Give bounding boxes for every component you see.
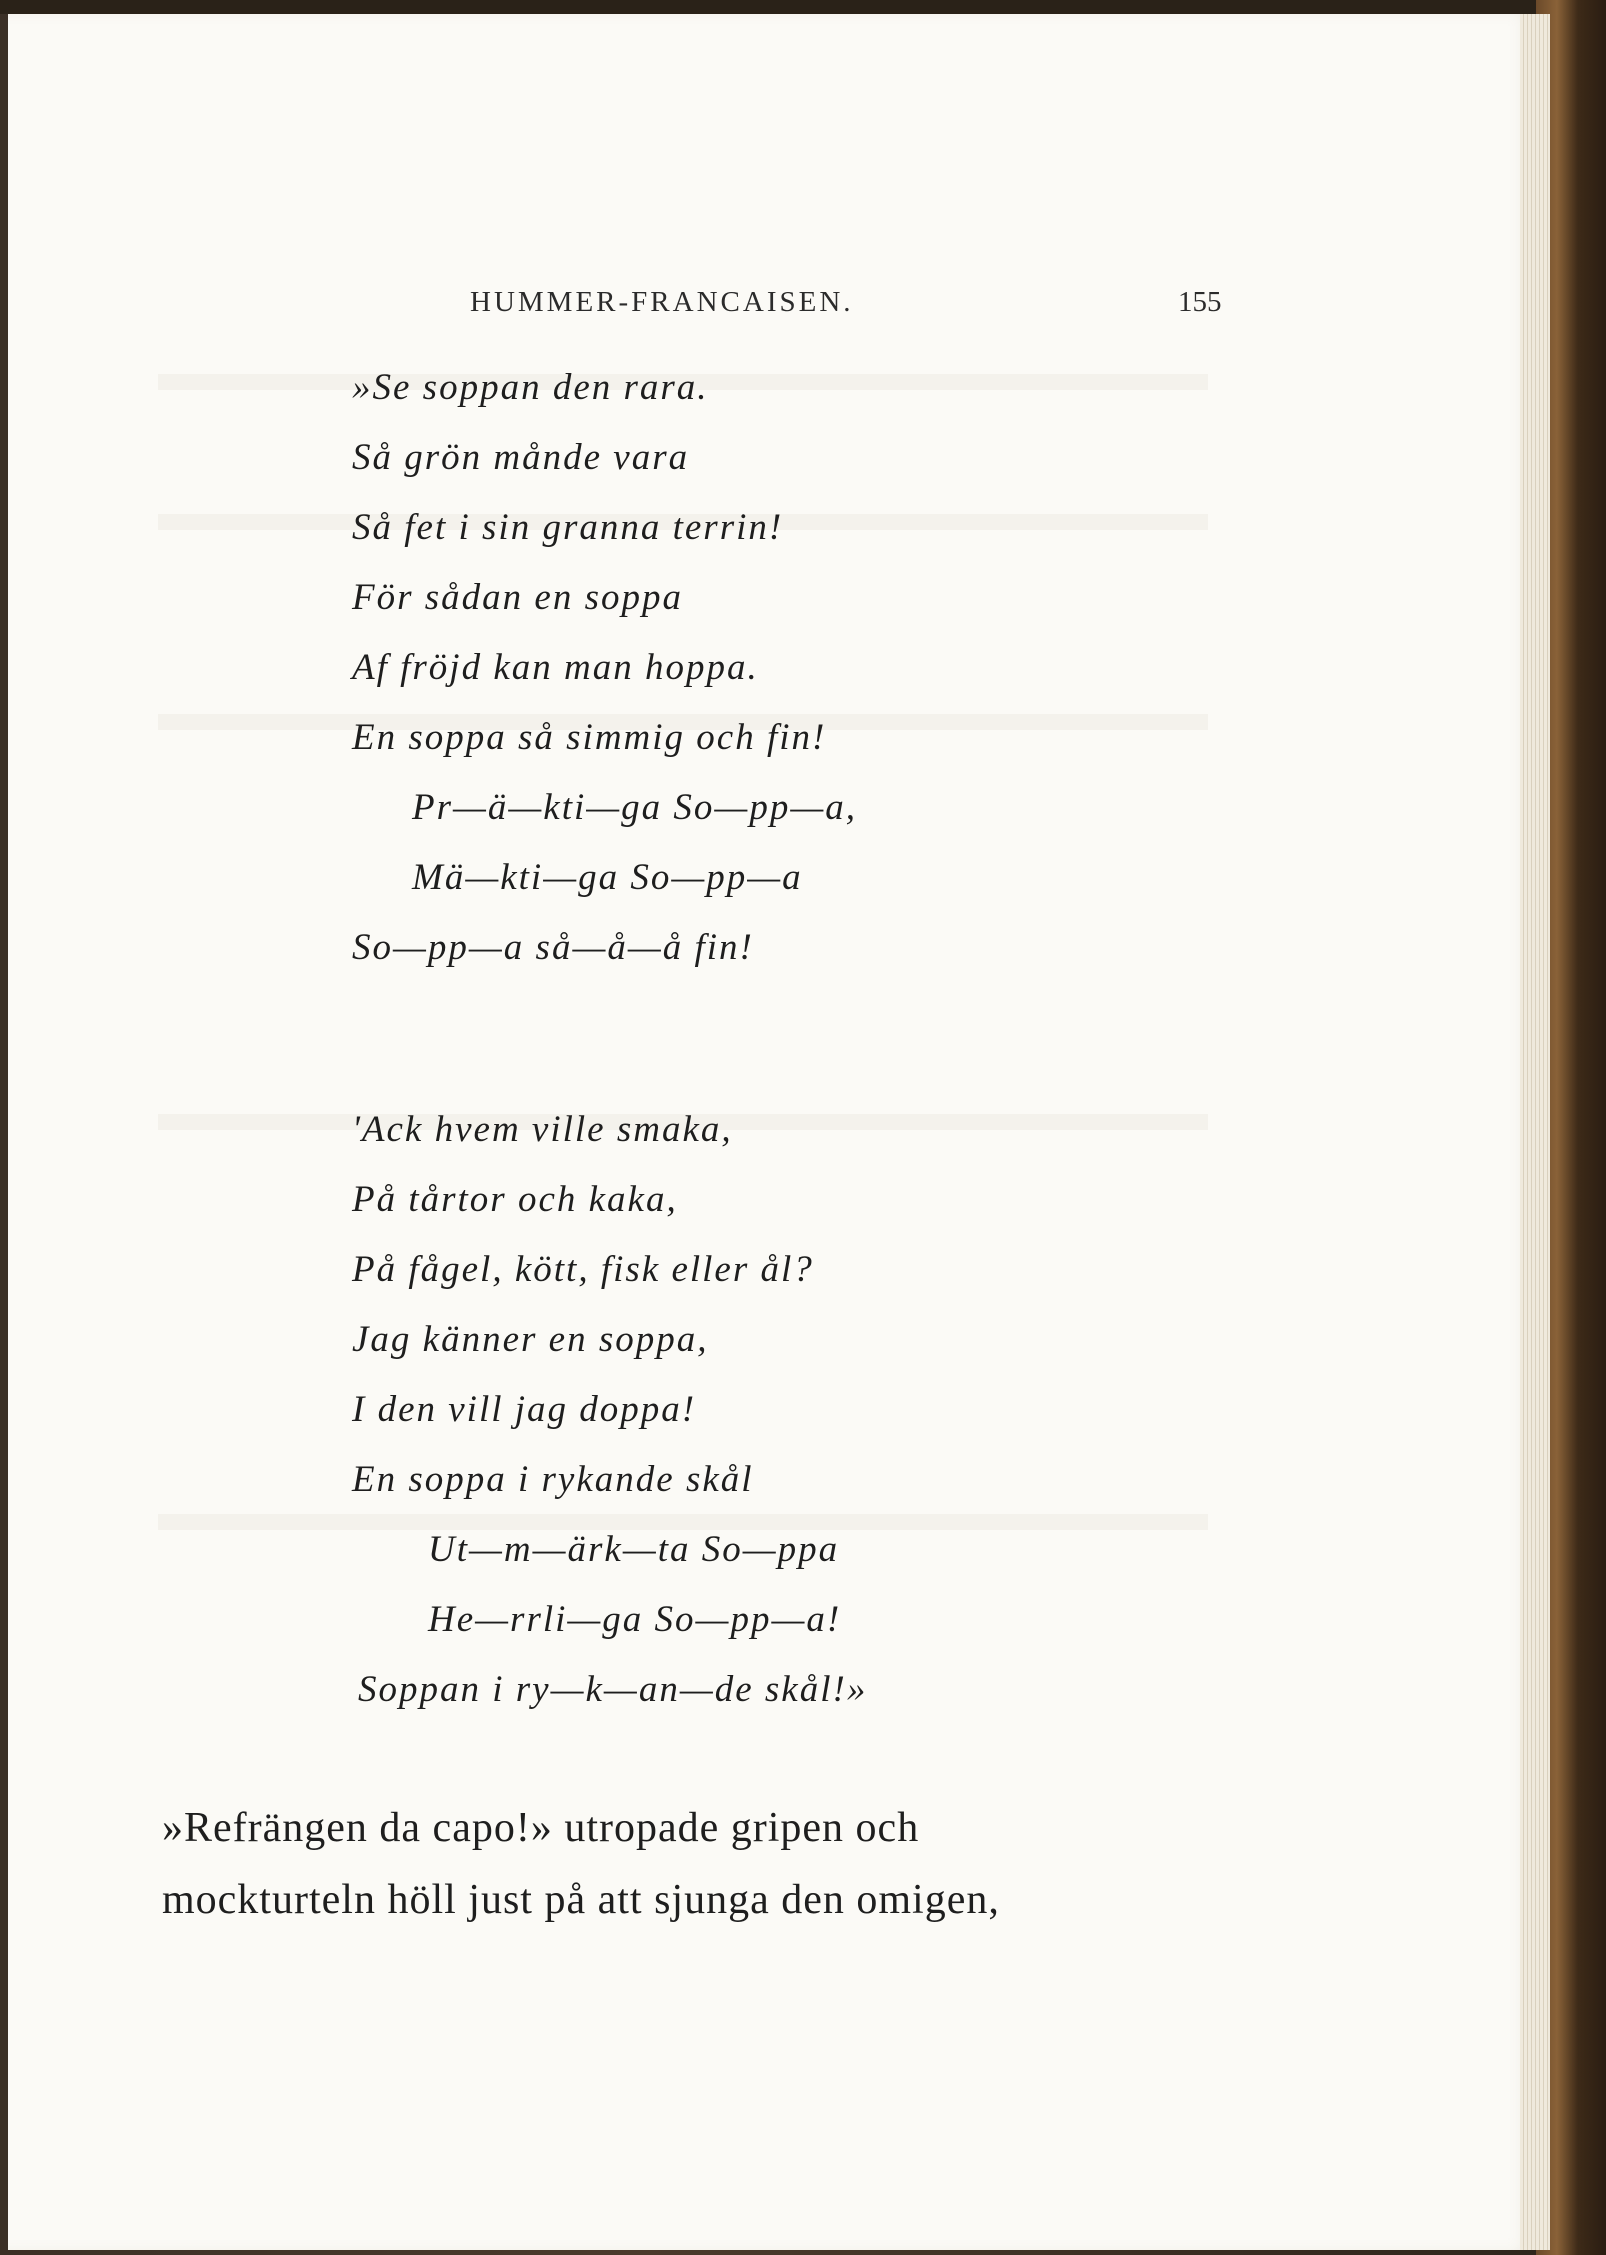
verse-line: En soppa så simmig och fin!: [352, 717, 827, 758]
verse-line: En soppa i rykande skål: [352, 1459, 754, 1500]
verse-line: Af fröjd kan man hoppa.: [352, 647, 759, 688]
book-page: [8, 14, 1538, 2250]
verse-line: Så grön månde vara: [352, 437, 690, 478]
verse-line: I den vill jag doppa!: [352, 1389, 697, 1430]
verse-line: 'Ack hvem ville smaka,: [352, 1109, 733, 1150]
verse-line: Ut—m—ärk—ta So—ppa: [428, 1529, 840, 1570]
page-number: 155: [1178, 286, 1222, 318]
prose-line: mockturteln höll just på att sjunga den omigen,: [162, 1877, 1000, 1923]
verse-line: Mä—kti—ga So—pp—a: [412, 857, 803, 898]
verse-line: På tårtor och kaka,: [352, 1179, 678, 1220]
verse-line: So—pp—a så—å—å fin!: [352, 927, 754, 968]
verse-line: Soppan i ry—k—an—de skål!»: [358, 1669, 868, 1710]
running-head: HUMMER-FRANCAISEN.: [470, 286, 854, 318]
verse-line: För sådan en soppa: [352, 577, 683, 618]
verse-line: Pr—ä—kti—ga So—pp—a,: [412, 787, 857, 828]
cover-top-edge: [0, 0, 1606, 14]
verse-line: Jag känner en soppa,: [352, 1319, 709, 1360]
verse-line: Så fet i sin granna terrin!: [352, 507, 784, 548]
verse-line: He—rrli—ga So—pp—a!: [428, 1599, 842, 1640]
verse-line: »Se soppan den rara.: [352, 367, 709, 408]
prose-line: »Refrängen da capo!» utropade gripen och: [162, 1805, 920, 1851]
page-edges: [1520, 14, 1550, 2250]
verse-line: På fågel, kött, fisk eller ål?: [352, 1249, 814, 1290]
